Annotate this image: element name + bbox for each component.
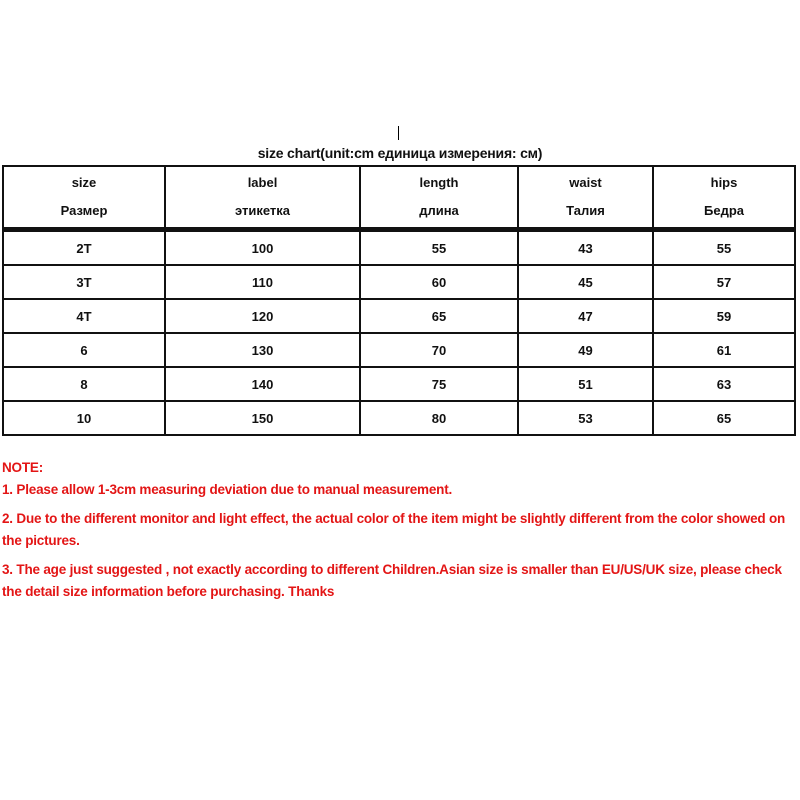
header-length bbox=[360, 166, 518, 230]
cell-length: 70 bbox=[360, 333, 518, 367]
header-hips-en: hips bbox=[710, 175, 738, 190]
cell-hips: 63 bbox=[653, 367, 795, 401]
note-item: 2. Due to the different monitor and light effect, the actual color of the item might be slightly different from the color showed on the pictures. bbox=[2, 511, 786, 548]
cell-hips: 61 bbox=[653, 333, 795, 367]
table-row bbox=[3, 230, 795, 266]
cell-waist: 47 bbox=[518, 299, 653, 333]
cell-length: 75 bbox=[360, 367, 518, 401]
cell-label: 130 bbox=[165, 333, 360, 367]
text-cursor bbox=[398, 126, 399, 140]
header-waist-en: waist bbox=[569, 175, 602, 190]
table-row bbox=[3, 333, 795, 367]
cell-hips: 57 bbox=[653, 265, 795, 299]
cell-hips: 59 bbox=[653, 299, 795, 333]
table-row bbox=[3, 265, 795, 299]
cell-length: 60 bbox=[360, 265, 518, 299]
note-item: 1. Please allow 1-3cm measuring deviation due to manual measurement. bbox=[2, 482, 453, 497]
cell-size: 2T bbox=[3, 230, 165, 266]
note-item: 3. The age just suggested , not exactly according to different Children.Asian size is smaller than EU/US/UK size, please check the detail size information before purchasing. Thanks bbox=[2, 562, 782, 599]
header-size-en: size bbox=[71, 175, 97, 190]
cell-label: 100 bbox=[165, 230, 360, 266]
cell-waist: 49 bbox=[518, 333, 653, 367]
header-hips-ru: Бедра bbox=[704, 203, 744, 218]
cell-size: 6 bbox=[3, 333, 165, 367]
header-label-en: label bbox=[247, 175, 278, 190]
header-length-ru: длина bbox=[419, 203, 459, 218]
chart-title: size chart(unit:cm единица измерения: см) bbox=[257, 145, 543, 161]
header-size bbox=[3, 166, 165, 230]
cell-size: 10 bbox=[3, 401, 165, 435]
header-label bbox=[165, 166, 360, 230]
header-waist bbox=[518, 166, 653, 230]
header-size-ru: Размер bbox=[60, 203, 108, 218]
cell-size: 8 bbox=[3, 367, 165, 401]
cell-label: 120 bbox=[165, 299, 360, 333]
header-waist-ru: Талия bbox=[566, 203, 605, 218]
cell-size: 3T bbox=[3, 265, 165, 299]
table-row bbox=[3, 367, 795, 401]
cell-label: 150 bbox=[165, 401, 360, 435]
cell-length: 65 bbox=[360, 299, 518, 333]
notes-heading: NOTE: bbox=[2, 460, 43, 475]
cell-waist: 51 bbox=[518, 367, 653, 401]
cell-label: 140 bbox=[165, 367, 360, 401]
table-row bbox=[3, 299, 795, 333]
cell-waist: 53 bbox=[518, 401, 653, 435]
size-table bbox=[2, 165, 796, 436]
cell-label: 110 bbox=[165, 265, 360, 299]
header-hips bbox=[653, 166, 795, 230]
cell-length: 55 bbox=[360, 230, 518, 266]
cell-size: 4T bbox=[3, 299, 165, 333]
cell-length: 80 bbox=[360, 401, 518, 435]
cell-hips: 55 bbox=[653, 230, 795, 266]
header-length-en: length bbox=[419, 175, 459, 190]
cell-hips: 65 bbox=[653, 401, 795, 435]
cell-waist: 43 bbox=[518, 230, 653, 266]
header-row bbox=[3, 166, 795, 230]
notes-section bbox=[2, 457, 792, 603]
table-row bbox=[3, 401, 795, 435]
cell-waist: 45 bbox=[518, 265, 653, 299]
header-label-ru: этикетка bbox=[234, 203, 291, 218]
